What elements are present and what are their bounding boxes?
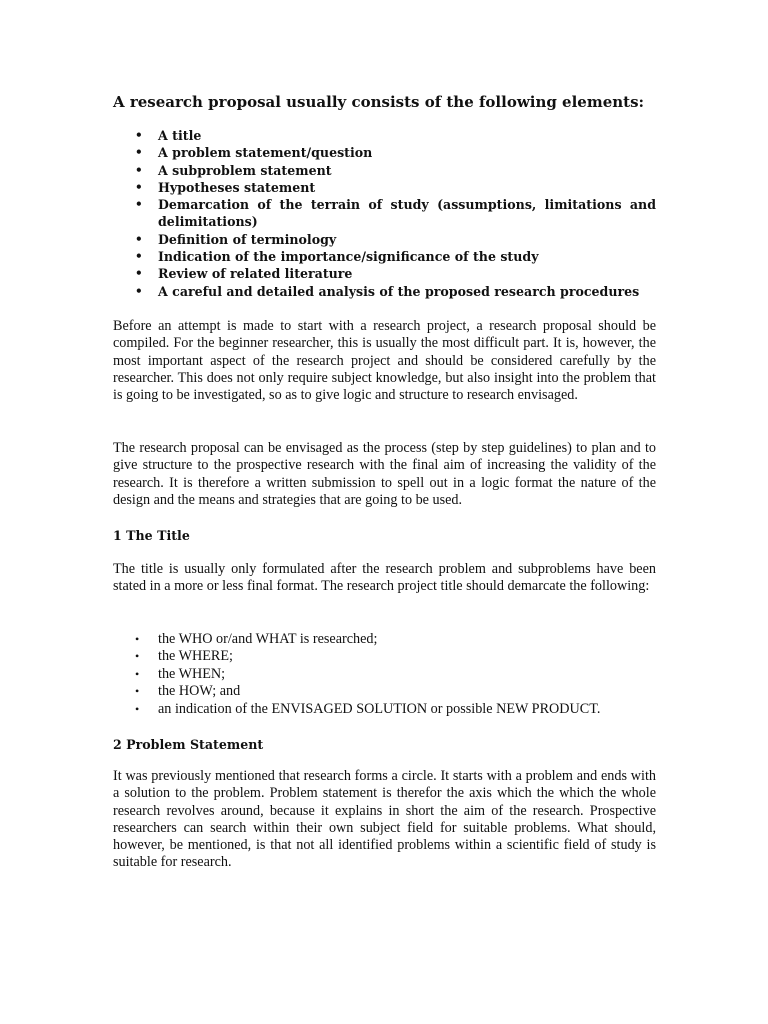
list-item-text: the WHERE;: [158, 648, 233, 665]
section-heading-problem-statement: 2 Problem Statement: [113, 737, 264, 752]
bullet-icon: •: [135, 128, 143, 142]
bullet-icon: •: [135, 684, 140, 699]
intro-paragraph: Before an attempt is made to start with a research project, a research proposal should be compiled. For the beginner researcher, this is usually the most difficult part. It is, however, the most important aspect of the research project and should be considered carefully by the researcher. This does not only require subject knowledge, but also insight into the problem that is going to be investigated, so as to give logic and structure to research envisaged.: [113, 318, 656, 404]
bullet-icon: •: [135, 162, 143, 177]
intro-paragraph: The research proposal can be envisaged as the process (step by step guidelines) to plan and to give structure to the prospective research with the final aim of increasing the validity of the research. It is therefore a written submission to spell out in a logic format the nature of the design and the means and strategies that are going to be used.: [113, 440, 656, 508]
list-item-text: A careful and detailed analysis of the proposed research procedures: [158, 283, 640, 299]
list-item: [113, 196, 656, 231]
document-heading: A research proposal usually consists of the following elements:: [113, 93, 645, 111]
list-item: [113, 283, 656, 300]
bullet-icon: •: [135, 197, 143, 212]
elements-list: [113, 127, 656, 300]
bullet-icon: •: [135, 632, 140, 646]
bullet-icon: •: [135, 249, 143, 264]
list-item: [113, 648, 656, 665]
bullet-icon: •: [135, 283, 143, 298]
list-item-text: A problem statement/question: [158, 145, 373, 161]
list-item-text: A title: [158, 128, 202, 143]
list-item: [113, 666, 656, 683]
list-item-text: Review of related literature: [158, 266, 353, 282]
list-item-text: Definition of terminology: [158, 231, 337, 247]
bullet-icon: •: [135, 145, 143, 160]
bullet-icon: •: [135, 266, 143, 281]
list-item: [113, 162, 656, 179]
bullet-icon: •: [135, 179, 143, 194]
list-item: [113, 231, 656, 248]
bullet-icon: •: [135, 666, 140, 681]
list-item-text: the WHEN;: [158, 665, 226, 682]
list-item: [113, 701, 656, 718]
section-heading-title: 1 The Title: [113, 528, 190, 543]
bullet-icon: •: [135, 701, 140, 716]
title-elements-list: [113, 631, 656, 718]
section-paragraph: It was previously mentioned that research forms a circle. It starts with a problem and ends with a solution to the problem. Problem statement is therefor the axis which the which the whole research revolves around, because it explains in short the aim of the research. Prospective researchers can search within their own subject field for suitable problems. What should, however, be mentioned, is that not all identified problems within a scientific field of study is suitable for research.: [113, 768, 656, 871]
list-item: [113, 683, 656, 700]
list-item-text: Demarcation of the terrain of study (assumptions, limitations and delimitations): [158, 197, 656, 230]
bullet-icon: •: [135, 649, 140, 664]
list-item: [113, 631, 656, 648]
list-item-text: the HOW; and: [158, 683, 241, 700]
list-item: [113, 144, 656, 161]
bullet-icon: •: [135, 231, 143, 246]
list-item-text: an indication of the ENVISAGED SOLUTION or possible NEW PRODUCT.: [158, 700, 601, 717]
section-paragraph: The title is usually only formulated after the research problem and subproblems have been stated in a more or less final format. The research project title should demarcate the following:: [113, 561, 656, 595]
list-item: [113, 179, 656, 196]
list-item: [113, 265, 656, 282]
list-item: [113, 127, 656, 144]
list-item-text: the WHO or/and WHAT is researched;: [158, 631, 378, 647]
list-item: [113, 248, 656, 265]
list-item-text: Hypotheses statement: [158, 179, 316, 195]
list-item-text: Indication of the importance/significance of the study: [158, 249, 539, 265]
list-item-text: A subproblem statement: [158, 162, 332, 178]
